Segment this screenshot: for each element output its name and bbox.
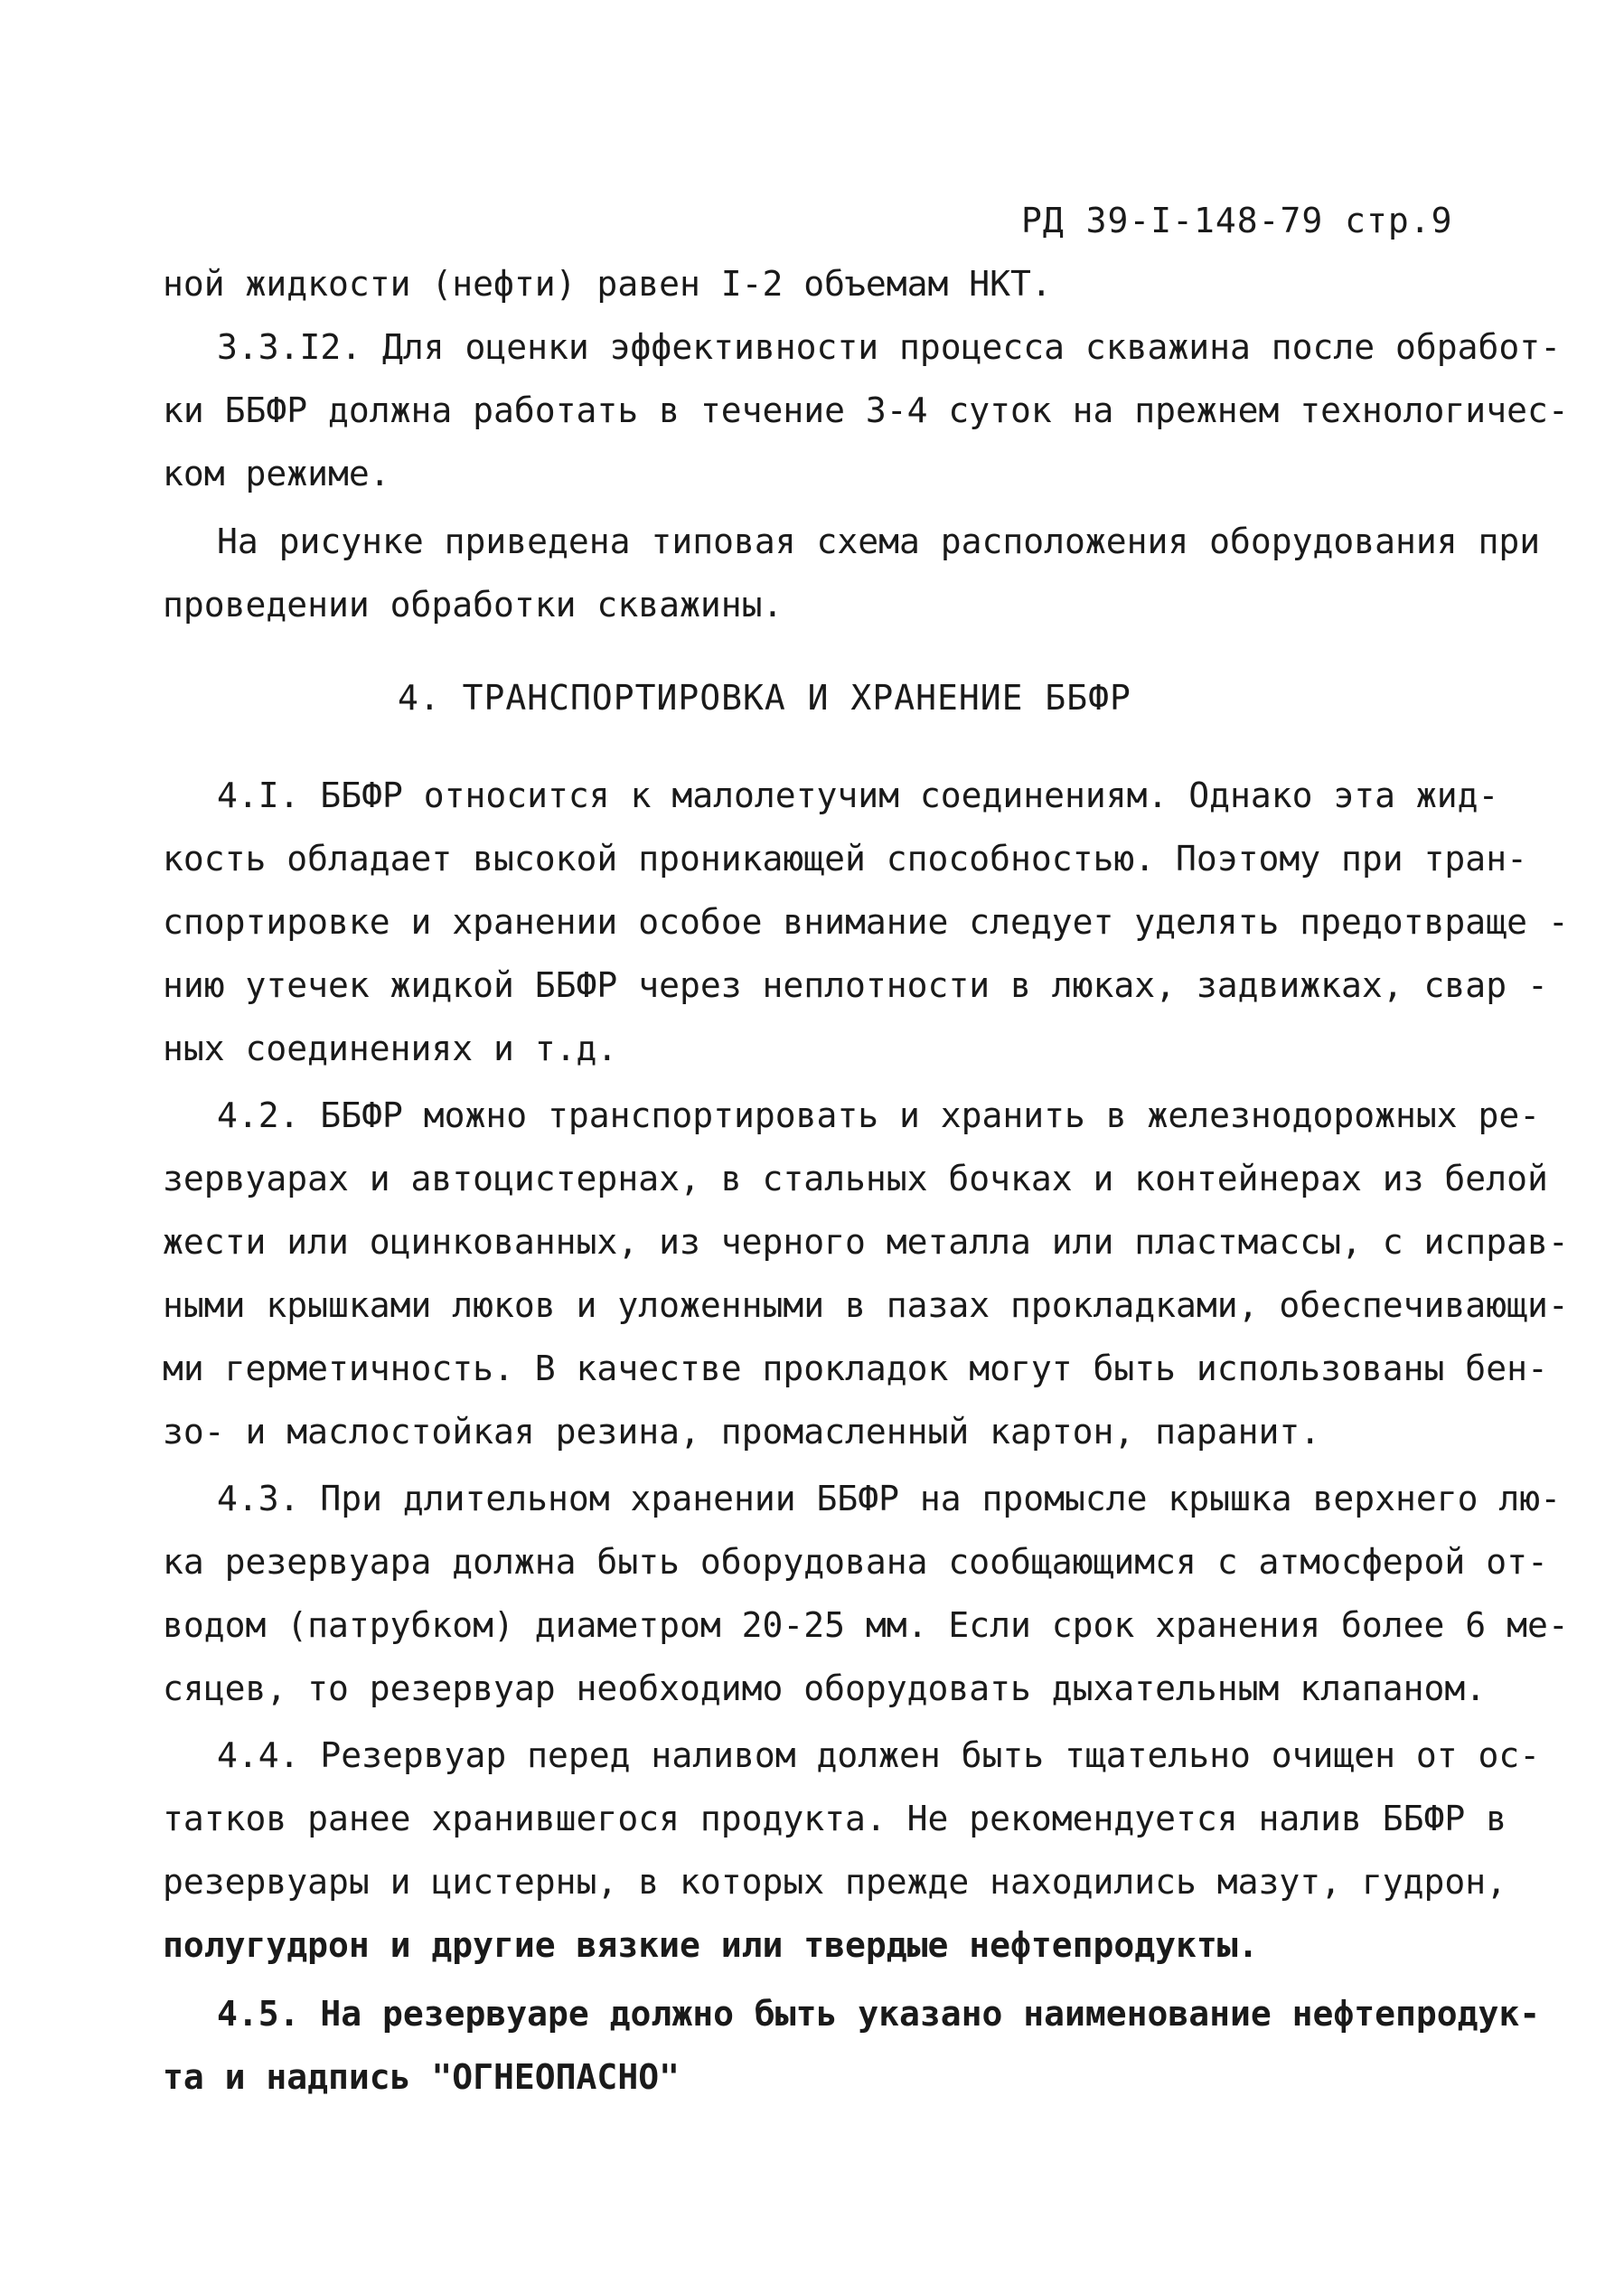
paragraph-4-2-line-2: зервуарах и автоцистернах, в стальных бочках и контейнерах из белой [163,1159,1548,1198]
paragraph-3-3-12-line-1: 3.3.I2. Для оценки эффективности процесса скважина после обработ- [217,327,1562,367]
paragraph-4-3-line-1: 4.3. При длительном хранении ББФР на промысле крышка верхнего лю- [217,1479,1562,1518]
paragraph-4-5-line-2: та и надпись "ОГНЕОПАСНО" [163,2057,680,2097]
text-line: ной жидкости (нефти) равен I-2 объемам НКТ. [163,264,1052,304]
paragraph-4-2-line-5: ми герметичность. В качестве прокладок могут быть использованы бен- [163,1349,1548,1388]
paragraph-4-3-line-4: сяцев, то резервуар необходимо оборудовать дыхательным клапаном. [163,1668,1487,1708]
paragraph-4-1-line-3: спортировке и хранении особое внимание следует уделять предотвраще - [163,902,1569,942]
paragraph-4-1-line-1: 4.I. ББФР относится к малолетучим соединениям. Однако эта жид- [217,775,1499,815]
paragraph-4-1-line-2: кость обладает высокой проникающей способностью. Поэтому при тран- [163,839,1527,879]
paragraph-3-3-12-line-3: ком режиме. [163,454,390,493]
paragraph-3-3-12-line-2: ки ББФР должна работать в течение 3-4 суток на прежнем технологичес- [163,390,1569,430]
paragraph-4-3-line-2: ка резервуара должна быть оборудована сообщающимся с атмосферой от- [163,1542,1548,1582]
paragraph-4-2-line-4: ными крышками люков и уложенными в пазах прокладками, обеспечивающи- [163,1285,1569,1325]
paragraph-4-2-line-3: жести или оцинкованных, из черного металла или пластмассы, с исправ- [163,1222,1569,1262]
paragraph-4-4-line-3: резервуары и цистерны, в которых прежде находились мазут, гудрон, [163,1862,1507,1902]
paragraph-4-4-line-4: полугудрон и другие вязкие или твердые нефтепродукты. [163,1925,1259,1965]
section-heading: 4. ТРАНСПОРТИРОВКА И ХРАНЕНИЕ ББФР [398,678,1131,718]
paragraph-4-2-line-6: зо- и маслостойкая резина, промасленный картон, паранит. [163,1412,1321,1452]
figure-note-line-2: проведении обработки скважины. [163,585,784,625]
paragraph-4-2-line-1: 4.2. ББФР можно транспортировать и хранить в железнодорожных ре- [217,1095,1541,1135]
paragraph-4-1-line-4: нию утечек жидкой ББФР через неплотности в люках, задвижках, свар - [163,965,1548,1005]
figure-note-line-1: На рисунке приведена типовая схема расположения оборудования при [217,522,1541,561]
paragraph-4-5-line-1: 4.5. На резервуаре должно быть указано наименование нефтепродук- [217,1994,1541,2034]
page-header-doc-ref: РД 39-I-148-79 стр.9 [1021,201,1453,240]
paragraph-4-4-line-1: 4.4. Резервуар перед наливом должен быть тщательно очищен от ос- [217,1735,1541,1775]
paragraph-4-3-line-3: водом (патрубком) диаметром 20-25 мм. Если срок хранения более 6 ме- [163,1605,1569,1645]
paragraph-4-1-line-5: ных соединениях и т.д. [163,1029,618,1068]
paragraph-4-4-line-2: татков ранее хранившегося продукта. Не рекомендуется налив ББФР в [163,1799,1507,1838]
